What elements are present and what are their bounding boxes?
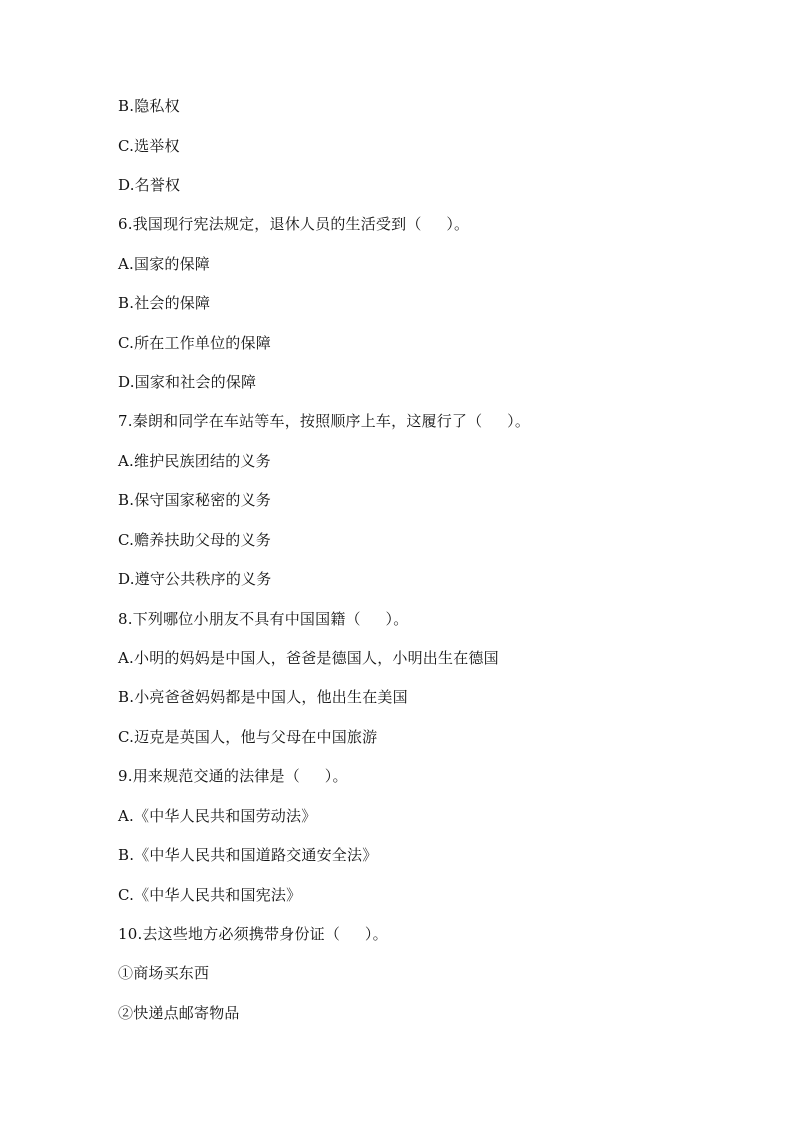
q5-option-c: C.选举权	[118, 137, 180, 155]
q9-option-a: A.《中华人民共和国劳动法》	[118, 807, 317, 825]
question-6: 6.我国现行宪法规定，退休人员的生活受到（ ）。	[118, 215, 470, 233]
q6-option-c: C.所在工作单位的保障	[118, 334, 271, 352]
q10-item-2: ②快递点邮寄物品	[118, 1004, 240, 1022]
q7-option-d: D.遵守公共秩序的义务	[118, 570, 272, 588]
q9-option-c: C.《中华人民共和国宪法》	[118, 886, 302, 904]
q6-option-d: D.国家和社会的保障	[118, 373, 257, 391]
q6-option-b: B.社会的保障	[118, 294, 211, 312]
q8-option-c: C.迈克是英国人，他与父母在中国旅游	[118, 728, 378, 746]
q9-option-b: B.《中华人民共和国道路交通安全法》	[118, 846, 378, 864]
question-7: 7.秦朗和同学在车站等车，按照顺序上车，这履行了（ ）。	[118, 412, 531, 430]
q8-option-a: A.小明的妈妈是中国人，爸爸是德国人，小明出生在德国	[118, 649, 499, 667]
q10-item-1: ①商场买东西	[118, 964, 210, 982]
q6-option-a: A.国家的保障	[118, 255, 211, 273]
q5-option-b: B.隐私权	[118, 97, 180, 115]
q7-option-a: A.维护民族团结的义务	[118, 452, 271, 470]
q8-option-b: B.小亮爸爸妈妈都是中国人，他出生在美国	[118, 688, 408, 706]
q5-option-d: D.名誉权	[118, 176, 181, 194]
q7-option-c: C.赡养扶助父母的义务	[118, 531, 271, 549]
question-8: 8.下列哪位小朋友不具有中国国籍（ ）。	[118, 610, 409, 628]
question-10: 10.去这些地方必须携带身份证（ ）。	[118, 925, 388, 943]
q7-option-b: B.保守国家秘密的义务	[118, 491, 271, 509]
question-9: 9.用来规范交通的法律是（ ）。	[118, 767, 348, 785]
